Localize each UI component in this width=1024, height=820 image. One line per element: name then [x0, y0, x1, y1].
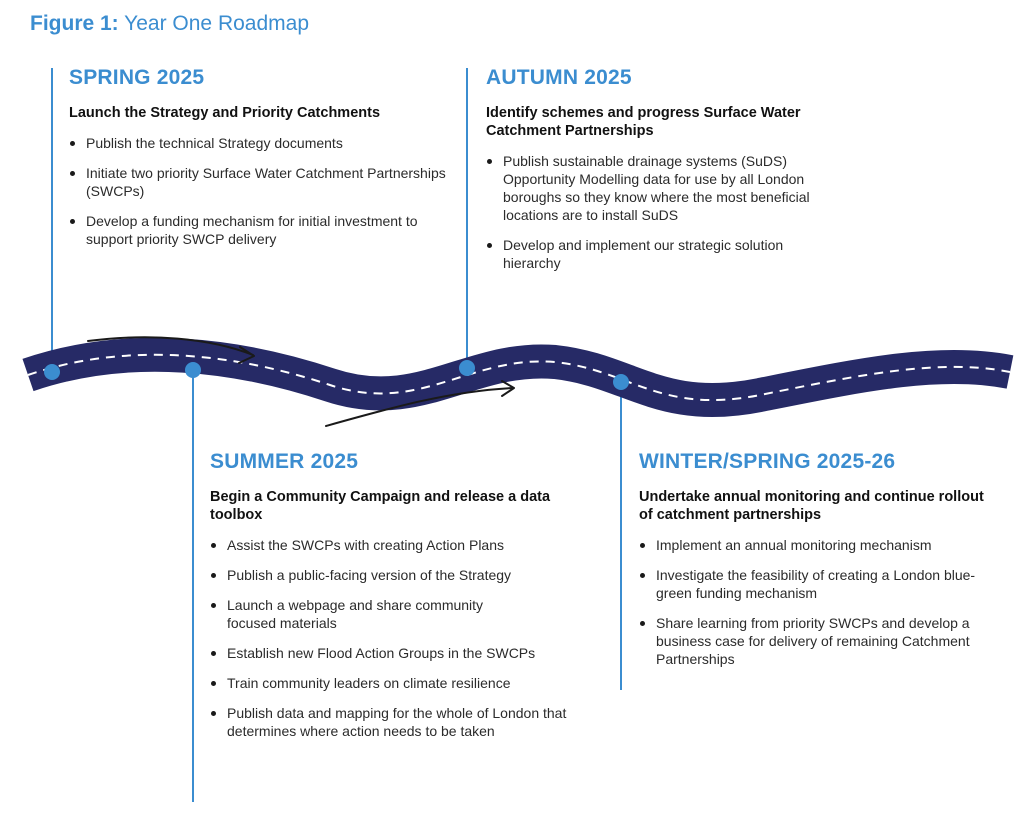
milestone-season: AUTUMN 2025: [486, 66, 632, 89]
list-item: Publish sustainable drainage systems (SuDS) Opportunity Modelling data for use by all London boroughs so they know where the most beneficial locations are to install SuDS: [486, 152, 856, 224]
list-item: Assist the SWCPs with creating Action Plans: [210, 536, 572, 554]
figure-title-text: Year One Roadmap: [124, 12, 310, 35]
milestone-heading: Begin a Community Campaign and release a data toolbox: [210, 489, 551, 523]
list-item: Implement an annual monitoring mechanism: [639, 536, 999, 554]
list-item: Establish new Flood Action Groups in the SWCPs: [210, 644, 572, 662]
list-item: Initiate two priority Surface Water Catchment Partnerships (SWCPs): [69, 164, 449, 200]
list-item: Share learning from priority SWCPs and develop a business case for delivery of remaining Catchment Partnerships: [639, 614, 999, 668]
milestone-summer-2025: [210, 450, 572, 740]
list-item: Develop a funding mechanism for initial investment to support priority SWCP delivery: [69, 212, 449, 248]
autumn-milestone-dot: [459, 360, 475, 376]
list-item: Launch a webpage and share community focused materials: [210, 596, 527, 632]
list-item: Publish the technical Strategy documents: [69, 134, 449, 152]
list-item: Publish data and mapping for the whole of London that determines where action needs to be taken: [210, 704, 572, 740]
list-item: Train community leaders on climate resilience: [210, 674, 572, 692]
road-band: [28, 355, 1010, 400]
milestone-heading: Identify schemes and progress Surface Water Catchment Partnerships: [486, 105, 801, 139]
winter-milestone-dot: [613, 374, 629, 390]
milestone-season: SPRING 2025: [69, 66, 205, 89]
milestone-season: WINTER/SPRING 2025-26: [639, 450, 896, 473]
milestone-spring-2025: [69, 66, 449, 248]
milestone-autumn-2025: [486, 66, 856, 272]
milestone-season: SUMMER 2025: [210, 450, 359, 473]
summer-milestone-dot: [185, 362, 201, 378]
milestone-items: [486, 152, 856, 272]
list-item: Develop and implement our strategic solution hierarchy: [486, 236, 823, 272]
spring-milestone-dot: [44, 364, 60, 380]
milestone-winter-spring-2025-26: [639, 450, 999, 668]
milestone-heading: Launch the Strategy and Priority Catchments: [69, 105, 381, 121]
milestone-items: [639, 536, 999, 668]
milestone-heading: Undertake annual monitoring and continue rollout of catchment partnerships: [639, 489, 984, 523]
list-item: Publish a public-facing version of the Strategy: [210, 566, 572, 584]
list-item: Investigate the feasibility of creating a London blue-green funding mechanism: [639, 566, 986, 602]
figure-label: Figure 1:: [30, 12, 119, 35]
milestone-items: [210, 536, 572, 740]
milestone-items: [69, 134, 449, 248]
